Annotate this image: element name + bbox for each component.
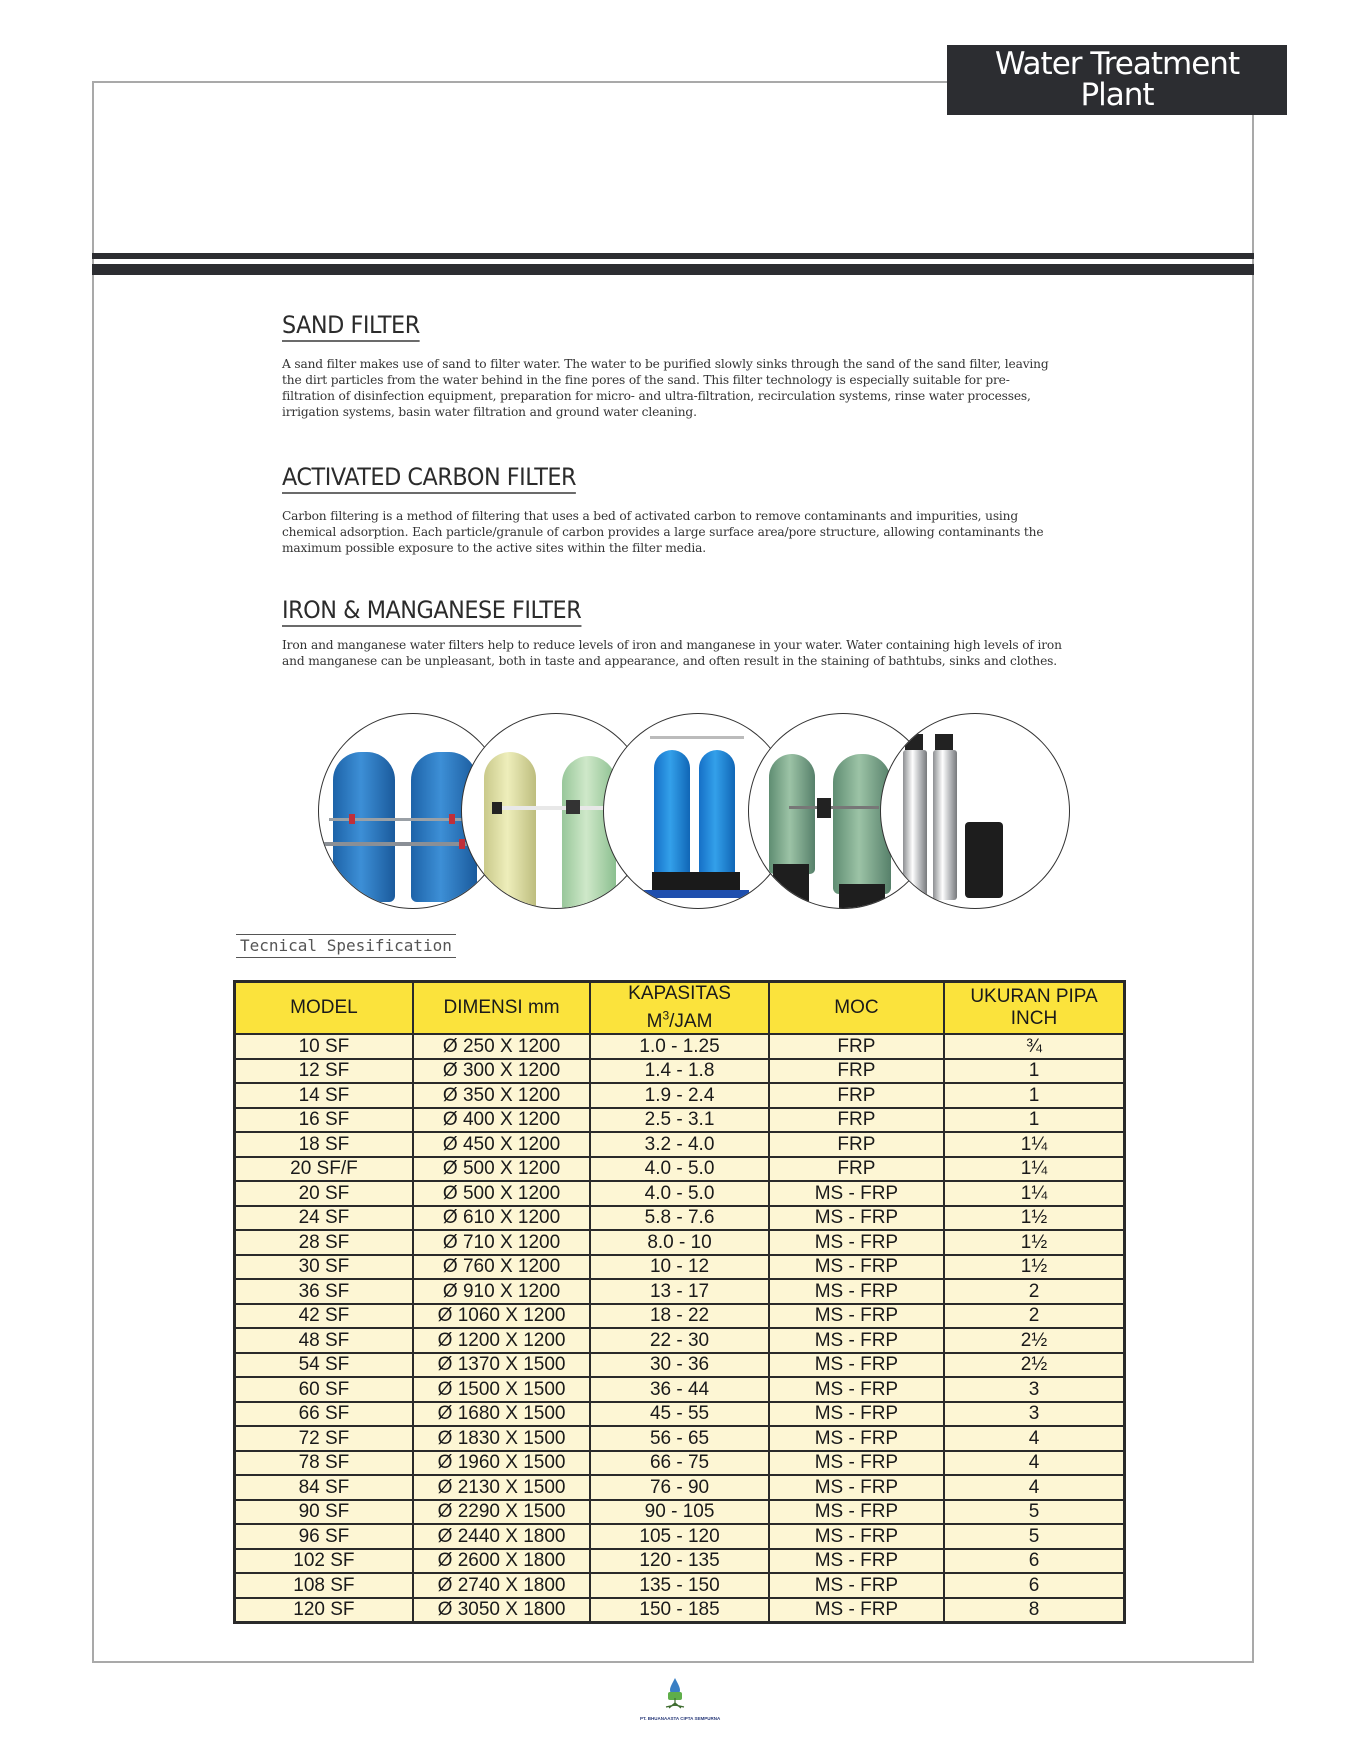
cell-kapasitas: 2.5 - 3.1 [590,1108,769,1133]
cell-moc: MS - FRP [769,1230,944,1255]
cell-dimensi: Ø 2440 X 1800 [413,1524,590,1549]
cell-kapasitas: 18 - 22 [590,1304,769,1329]
cell-moc: MS - FRP [769,1524,944,1549]
cell-moc: MS - FRP [769,1377,944,1402]
cell-ukuran-pipa: 8 [944,1598,1124,1623]
cell-dimensi: Ø 500 X 1200 [413,1157,590,1182]
table-row [235,1598,1125,1623]
table-row [235,1426,1125,1451]
specification-table [233,980,1126,1624]
cell-kapasitas: 120 - 135 [590,1549,769,1574]
table-row [235,1206,1125,1231]
cell-dimensi: Ø 760 X 1200 [413,1255,590,1280]
title-line-2: Plant [1080,77,1154,113]
section-heading: IRON & MANGANESE FILTER [282,596,581,627]
table-row [235,1255,1125,1280]
cell-ukuran-pipa: 1 [944,1083,1124,1108]
cell-dimensi: Ø 2600 X 1800 [413,1549,590,1574]
cell-model: 78 SF [235,1451,413,1476]
table-row [235,1549,1125,1574]
product-gallery [318,713,1070,909]
cell-dimensi: Ø 300 X 1200 [413,1059,590,1084]
cell-ukuran-pipa: 1½ [944,1206,1124,1231]
cell-ukuran-pipa: 4 [944,1475,1124,1500]
cell-kapasitas: 10 - 12 [590,1255,769,1280]
section-activated-carbon-filter [282,463,1062,556]
column-header-ukuran-pipa: UKURAN PIPA INCH [944,982,1124,1035]
cell-model: 20 SF/F [235,1157,413,1182]
cell-model: 60 SF [235,1377,413,1402]
cell-moc: MS - FRP [769,1255,944,1280]
section-body: Carbon filtering is a method of filtering that uses a bed of activated carbon to remove contaminants and impurities, using chemical adsorption. Each particle/granule of carbon provides a large surface area/pore structure, allowing contaminants the maximum possible exposure to the active sites within the filter media. [282,509,1044,555]
cell-model: 36 SF [235,1279,413,1304]
table-row [235,1034,1125,1059]
table-row [235,1279,1125,1304]
cell-dimensi: Ø 2130 X 1500 [413,1475,590,1500]
section-heading: ACTIVATED CARBON FILTER [282,463,576,494]
cell-ukuran-pipa: 1¼ [944,1132,1124,1157]
cell-kapasitas: 1.4 - 1.8 [590,1059,769,1084]
cell-model: 96 SF [235,1524,413,1549]
table-row [235,1573,1125,1598]
company-name: PT. BHUANAASTA CIPTA SEMPURNA [640,1716,721,1721]
table-row [235,1083,1125,1108]
cell-ukuran-pipa: 1½ [944,1255,1124,1280]
cell-kapasitas: 135 - 150 [590,1573,769,1598]
cell-moc: FRP [769,1132,944,1157]
cell-kapasitas: 45 - 55 [590,1402,769,1427]
cell-model: 48 SF [235,1328,413,1353]
cell-kapasitas: 30 - 36 [590,1353,769,1378]
cell-kapasitas: 66 - 75 [590,1451,769,1476]
cell-moc: FRP [769,1108,944,1133]
cell-kapasitas: 4.0 - 5.0 [590,1157,769,1182]
cell-ukuran-pipa: 3 [944,1377,1124,1402]
cell-model: 20 SF [235,1181,413,1206]
cell-ukuran-pipa: 2 [944,1304,1124,1329]
cell-moc: FRP [769,1083,944,1108]
cell-ukuran-pipa: 4 [944,1451,1124,1476]
cell-kapasitas: 90 - 105 [590,1500,769,1525]
table-header-row [235,982,1125,1035]
table-row [235,1304,1125,1329]
water-tree-logo-icon [660,1676,690,1710]
cell-dimensi: Ø 1680 X 1500 [413,1402,590,1427]
cell-model: 18 SF [235,1132,413,1157]
table-row [235,1377,1125,1402]
cell-dimensi: Ø 1200 X 1200 [413,1328,590,1353]
cell-moc: MS - FRP [769,1500,944,1525]
cell-kapasitas: 1.0 - 1.25 [590,1034,769,1059]
cell-dimensi: Ø 710 X 1200 [413,1230,590,1255]
title-line-1: Water Treatment [994,46,1240,82]
cell-dimensi: Ø 1830 X 1500 [413,1426,590,1451]
cell-dimensi: Ø 1960 X 1500 [413,1451,590,1476]
cell-model: 30 SF [235,1255,413,1280]
cell-moc: MS - FRP [769,1328,944,1353]
cell-dimensi: Ø 3050 X 1800 [413,1598,590,1623]
header-divider-thick [92,264,1254,275]
cell-model: 42 SF [235,1304,413,1329]
section-body: Iron and manganese water filters help to reduce levels of iron and manganese in your water. Water containing high levels of iron and manganese can be unpleasant, both in taste and appearance, and often result in the staining of bathtubs, sinks and clothes. [282,638,1062,668]
cell-moc: FRP [769,1157,944,1182]
cell-ukuran-pipa: 1½ [944,1230,1124,1255]
cell-model: 10 SF [235,1034,413,1059]
cell-model: 54 SF [235,1353,413,1378]
cell-model: 66 SF [235,1402,413,1427]
section-iron-manganese-filter [282,596,1062,669]
cell-dimensi: Ø 400 X 1200 [413,1108,590,1133]
cell-dimensi: Ø 1370 X 1500 [413,1353,590,1378]
cell-ukuran-pipa: 2½ [944,1353,1124,1378]
cell-dimensi: Ø 450 X 1200 [413,1132,590,1157]
cell-model: 90 SF [235,1500,413,1525]
section-heading: SAND FILTER [282,311,420,342]
table-row [235,1108,1125,1133]
cell-kapasitas: 56 - 65 [590,1426,769,1451]
cell-kapasitas: 1.9 - 2.4 [590,1083,769,1108]
cell-kapasitas: 150 - 185 [590,1598,769,1623]
cell-ukuran-pipa: 1¼ [944,1181,1124,1206]
cell-model: 16 SF [235,1108,413,1133]
page-title-banner [947,45,1287,115]
cell-kapasitas: 76 - 90 [590,1475,769,1500]
cell-kapasitas: 13 - 17 [590,1279,769,1304]
cell-model: 84 SF [235,1475,413,1500]
cell-model: 120 SF [235,1598,413,1623]
cell-ukuran-pipa: 1 [944,1108,1124,1133]
cell-moc: MS - FRP [769,1426,944,1451]
cell-ukuran-pipa: 2 [944,1279,1124,1304]
table-row [235,1157,1125,1182]
table-row [235,1181,1125,1206]
cell-dimensi: Ø 350 X 1200 [413,1083,590,1108]
cell-moc: MS - FRP [769,1451,944,1476]
cell-model: 24 SF [235,1206,413,1231]
cell-dimensi: Ø 610 X 1200 [413,1206,590,1231]
cell-moc: MS - FRP [769,1181,944,1206]
header-divider-thin [92,253,1254,259]
cell-ukuran-pipa: 5 [944,1500,1124,1525]
cell-ukuran-pipa: 5 [944,1524,1124,1549]
table-row [235,1475,1125,1500]
cell-kapasitas: 4.0 - 5.0 [590,1181,769,1206]
table-row [235,1132,1125,1157]
cell-model: 108 SF [235,1573,413,1598]
table-row [235,1230,1125,1255]
table-row [235,1524,1125,1549]
cell-moc: FRP [769,1034,944,1059]
cell-model: 72 SF [235,1426,413,1451]
cell-ukuran-pipa: 6 [944,1573,1124,1598]
company-logo [640,1676,721,1724]
cell-dimensi: Ø 2740 X 1800 [413,1573,590,1598]
technical-specification-label: Tecnical Spesification [236,934,456,958]
cell-dimensi: Ø 910 X 1200 [413,1279,590,1304]
cell-moc: MS - FRP [769,1304,944,1329]
cell-ukuran-pipa: 2½ [944,1328,1124,1353]
cell-ukuran-pipa: 1 [944,1059,1124,1084]
cell-dimensi: Ø 1060 X 1200 [413,1304,590,1329]
stainless-softener-filter-photo [880,713,1070,909]
table-row [235,1328,1125,1353]
cell-ukuran-pipa: 6 [944,1549,1124,1574]
table-row [235,1059,1125,1084]
cell-moc: MS - FRP [769,1206,944,1231]
table-row [235,1500,1125,1525]
cell-model: 28 SF [235,1230,413,1255]
cell-model: 102 SF [235,1549,413,1574]
table-row [235,1402,1125,1427]
cell-dimensi: Ø 500 X 1200 [413,1181,590,1206]
column-header-dimensi: DIMENSI mm [413,982,590,1035]
kapasitas-unit: $M^3$/JAM [646,1009,713,1033]
cell-ukuran-pipa: 3 [944,1402,1124,1427]
cell-moc: MS - FRP [769,1573,944,1598]
cell-model: 14 SF [235,1083,413,1108]
cell-kapasitas: 3.2 - 4.0 [590,1132,769,1157]
cell-ukuran-pipa: 4 [944,1426,1124,1451]
cell-dimensi: Ø 2290 X 1500 [413,1500,590,1525]
cell-kapasitas: 105 - 120 [590,1524,769,1549]
cell-moc: MS - FRP [769,1279,944,1304]
cell-moc: MS - FRP [769,1402,944,1427]
table-row [235,1353,1125,1378]
cell-ukuran-pipa: 1¼ [944,1157,1124,1182]
cell-model: 12 SF [235,1059,413,1084]
table-row [235,1451,1125,1476]
column-header-kapasitas: KAPASITAS $M^3$/JAM [590,982,769,1035]
cell-moc: MS - FRP [769,1353,944,1378]
column-header-moc: MOC [769,982,944,1035]
section-sand-filter [282,311,1062,420]
section-body: A sand filter makes use of sand to filter water. The water to be purified slowly sinks through the sand of the sand filter, leaving the dirt particles from the water behind in the fine pores of the sand. This filter technology is especially suitable for pre-filtration of disinfection equipment, preparation for micro- and ultra-filtration, recirculation systems, rinse water processes, irrigation systems, basin water filtration and ground water cleaning. [282,357,1049,419]
cell-kapasitas: 36 - 44 [590,1377,769,1402]
cell-moc: MS - FRP [769,1598,944,1623]
cell-kapasitas: 22 - 30 [590,1328,769,1353]
cell-dimensi: Ø 1500 X 1500 [413,1377,590,1402]
cell-moc: MS - FRP [769,1549,944,1574]
cell-kapasitas: 5.8 - 7.6 [590,1206,769,1231]
cell-ukuran-pipa: ¾ [944,1034,1124,1059]
cell-dimensi: Ø 250 X 1200 [413,1034,590,1059]
column-header-model: MODEL [235,982,413,1035]
cell-kapasitas: 8.0 - 10 [590,1230,769,1255]
cell-moc: FRP [769,1059,944,1084]
cell-moc: MS - FRP [769,1475,944,1500]
